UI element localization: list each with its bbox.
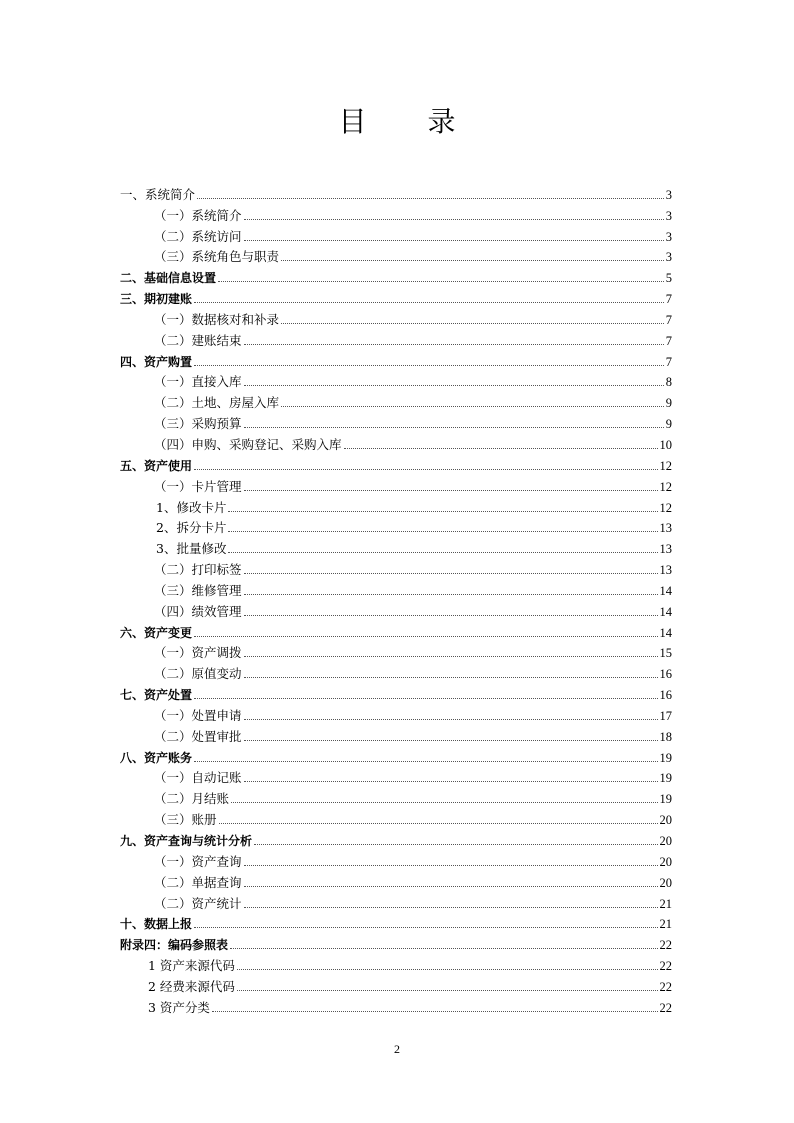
toc-entry[interactable]	[120, 535, 672, 556]
toc-entry-page: 7	[665, 312, 672, 327]
dot-leader	[244, 780, 658, 782]
toc-entry-page: 20	[659, 854, 672, 869]
toc-entry-label: 十、数据上报	[120, 917, 193, 932]
toc-entry[interactable]	[120, 619, 672, 640]
toc-entry-label: 三、期初建账	[120, 292, 193, 307]
toc-entry-page: 14	[659, 583, 672, 598]
dot-leader	[244, 343, 664, 345]
toc-entry-page: 20	[659, 875, 672, 890]
toc-entry[interactable]	[120, 202, 672, 223]
toc-entry-label: （二）资产统计	[154, 895, 242, 911]
toc-entry-page: 3	[665, 208, 672, 223]
toc-entry-page: 16	[659, 688, 672, 703]
dot-leader	[281, 322, 664, 324]
toc-entry-label: （二）系统访问	[154, 228, 242, 244]
toc-entry-page: 22	[659, 959, 672, 974]
toc-entry[interactable]	[120, 952, 672, 973]
dot-leader	[194, 697, 657, 699]
toc-entry-page: 22	[659, 979, 672, 994]
toc-entry-label: 六、资产变更	[120, 625, 193, 640]
dot-leader	[194, 635, 657, 637]
dot-leader	[281, 405, 664, 407]
toc-entry-label: （三）维修管理	[154, 582, 242, 598]
toc-entry-label: （三）采购预算	[154, 416, 242, 432]
toc-entry[interactable]	[120, 744, 672, 765]
toc-entry-label: （四）申购、采购登记、采购入库	[154, 436, 342, 452]
toc-entry-label: （二）土地、房屋入库	[154, 395, 280, 411]
toc-entry-page: 21	[659, 917, 672, 932]
toc-entry[interactable]	[120, 389, 672, 410]
toc-entry[interactable]	[120, 931, 672, 952]
toc-entry-page: 20	[659, 813, 672, 828]
toc-entry[interactable]	[120, 431, 672, 452]
toc-entry-page: 15	[659, 646, 672, 661]
toc-entry-page: 7	[665, 333, 672, 348]
toc-entry-page: 20	[659, 834, 672, 848]
toc-entry[interactable]	[120, 452, 672, 473]
toc-entry-page: 22	[659, 1000, 672, 1015]
toc-entry[interactable]	[120, 640, 672, 661]
toc-entry-page: 18	[659, 729, 672, 744]
toc-entry[interactable]	[120, 556, 672, 577]
toc-entry-page: 7	[665, 354, 672, 369]
dot-leader	[244, 572, 658, 574]
toc-entry-label: 七、资产处置	[120, 688, 193, 703]
toc-entry-label: （一）数据核对和补录	[154, 311, 280, 327]
toc-entry-label: （一）系统简介	[154, 207, 242, 223]
toc-entry-page: 5	[665, 271, 672, 286]
toc-entry-label: （一）自动记账	[154, 770, 242, 786]
toc-entry[interactable]	[120, 681, 672, 702]
toc-entry-label: 二、基础信息设置	[120, 271, 217, 286]
toc-entry-page: 8	[665, 375, 672, 390]
toc-entry[interactable]	[120, 515, 672, 536]
toc-entry[interactable]	[120, 577, 672, 598]
toc-entry-label: 五、资产使用	[120, 458, 193, 473]
toc-entry[interactable]	[120, 869, 672, 890]
toc-entry[interactable]	[120, 660, 672, 681]
toc-entry[interactable]	[120, 890, 672, 911]
toc-entry[interactable]	[120, 244, 672, 265]
dot-leader	[218, 280, 664, 282]
dot-leader	[194, 468, 657, 470]
toc-entry-label: （二）原值变动	[154, 666, 242, 682]
dot-leader	[244, 718, 658, 720]
toc-entry[interactable]	[120, 327, 672, 348]
toc-entry[interactable]	[120, 765, 672, 786]
toc-entry-page: 13	[659, 563, 672, 578]
toc-entry-page: 22	[659, 938, 672, 953]
dot-leader	[244, 384, 664, 386]
toc-entry[interactable]	[120, 598, 672, 619]
dot-leader	[244, 906, 658, 908]
toc-entry[interactable]	[120, 494, 672, 515]
toc-entry-page: 19	[659, 792, 672, 807]
toc-entry[interactable]	[120, 994, 672, 1015]
dot-leader	[228, 530, 657, 532]
toc-entry[interactable]	[120, 473, 672, 494]
toc-entry-label: 2、拆分卡片	[156, 520, 227, 536]
dot-leader	[230, 947, 657, 949]
page-number: 2	[394, 1042, 400, 1056]
toc-entry-label: （一）直接入库	[154, 374, 242, 390]
toc-entry-page: 12	[659, 500, 672, 515]
toc-entry[interactable]	[120, 181, 672, 202]
toc-entry-label: 3、批量修改	[156, 541, 227, 557]
toc-entry[interactable]	[120, 702, 672, 723]
dot-leader	[244, 676, 658, 678]
toc-entry[interactable]	[120, 827, 672, 848]
toc-entry-label: 1、修改卡片	[156, 499, 227, 515]
toc-entry-page: 9	[665, 417, 672, 432]
toc-entry-page: 13	[659, 542, 672, 557]
dot-leader	[194, 301, 664, 303]
toc-title: 目 录	[338, 105, 482, 138]
toc-entry-page: 19	[659, 771, 672, 786]
toc-entry-label: （三）账册	[154, 812, 217, 828]
toc-entry-page: 3	[665, 250, 672, 265]
toc-entry-page: 3	[665, 229, 672, 244]
toc-entry[interactable]	[120, 410, 672, 431]
toc-entry[interactable]	[120, 806, 672, 827]
toc-entry-page: 16	[659, 667, 672, 682]
toc-entry[interactable]	[120, 369, 672, 390]
toc-entry-label: （一）卡片管理	[154, 478, 242, 494]
dot-leader	[228, 551, 657, 553]
toc-entry-page: 10	[659, 437, 672, 452]
dot-leader	[197, 197, 664, 199]
toc-entry-label: 一、系统简介	[120, 186, 196, 202]
toc-entry[interactable]	[120, 348, 672, 369]
dot-leader	[244, 239, 664, 241]
toc-entry[interactable]	[120, 911, 672, 932]
toc-entry-page: 7	[665, 292, 672, 307]
toc-entry-label: 附录四：编码参照表	[120, 938, 229, 953]
toc-entry-page: 12	[659, 458, 672, 473]
dot-leader	[254, 843, 657, 845]
dot-leader	[194, 364, 664, 366]
toc-entry[interactable]	[120, 264, 672, 285]
toc-entry[interactable]	[120, 723, 672, 744]
dot-leader	[244, 864, 658, 866]
dot-leader	[244, 739, 658, 741]
toc-entry[interactable]	[120, 285, 672, 306]
toc-entry-label: （二）处置审批	[154, 728, 242, 744]
toc-entry-label: （一）资产查询	[154, 853, 242, 869]
dot-leader	[244, 426, 664, 428]
toc-entry-label: （二）建账结束	[154, 332, 242, 348]
toc-entry-label: （二）打印标签	[154, 562, 242, 578]
dot-leader	[244, 614, 658, 616]
toc-entry-label: （二）单据查询	[154, 874, 242, 890]
table-of-contents	[120, 181, 672, 1015]
toc-entry[interactable]	[120, 223, 672, 244]
toc-entry-page: 13	[659, 521, 672, 536]
dot-leader	[244, 489, 658, 491]
toc-entry-label: 九、资产查询与统计分析	[120, 834, 253, 848]
toc-entry[interactable]	[120, 973, 672, 994]
dot-leader	[231, 801, 657, 803]
toc-entry-page: 17	[659, 708, 672, 723]
toc-entry-label: 八、资产账务	[120, 750, 193, 765]
dot-leader	[237, 968, 658, 970]
dot-leader	[237, 989, 658, 991]
dot-leader	[344, 447, 658, 449]
toc-entry-label: （二）月结账	[154, 791, 230, 807]
dot-leader	[219, 822, 658, 824]
dot-leader	[244, 218, 664, 220]
dot-leader	[244, 655, 658, 657]
toc-entry-page: 19	[659, 750, 672, 765]
toc-entry[interactable]	[120, 306, 672, 327]
toc-entry-page: 9	[665, 396, 672, 411]
toc-entry-label: （一）处置申请	[154, 707, 242, 723]
toc-entry-page: 14	[659, 625, 672, 640]
dot-leader	[194, 926, 657, 928]
toc-entry-label: 四、资产购置	[120, 354, 193, 369]
toc-entry[interactable]	[120, 848, 672, 869]
dot-leader	[212, 1010, 658, 1012]
toc-entry-label: （三）系统角色与职责	[154, 249, 280, 265]
toc-entry-label: 3 资产分类	[148, 999, 210, 1015]
toc-entry-page: 21	[659, 896, 672, 911]
toc-entry[interactable]	[120, 785, 672, 806]
toc-entry-label: 2 经费来源代码	[148, 978, 235, 994]
toc-entry-page: 14	[659, 604, 672, 619]
dot-leader	[244, 885, 658, 887]
toc-entry-page: 12	[659, 479, 672, 494]
dot-leader	[244, 593, 658, 595]
dot-leader	[194, 760, 657, 762]
toc-entry-label: 1 资产来源代码	[148, 958, 235, 974]
dot-leader	[228, 510, 657, 512]
toc-entry-label: （一）资产调拨	[154, 645, 242, 661]
toc-entry-label: （四）绩效管理	[154, 603, 242, 619]
toc-entry-page: 3	[665, 187, 672, 202]
dot-leader	[281, 259, 664, 261]
